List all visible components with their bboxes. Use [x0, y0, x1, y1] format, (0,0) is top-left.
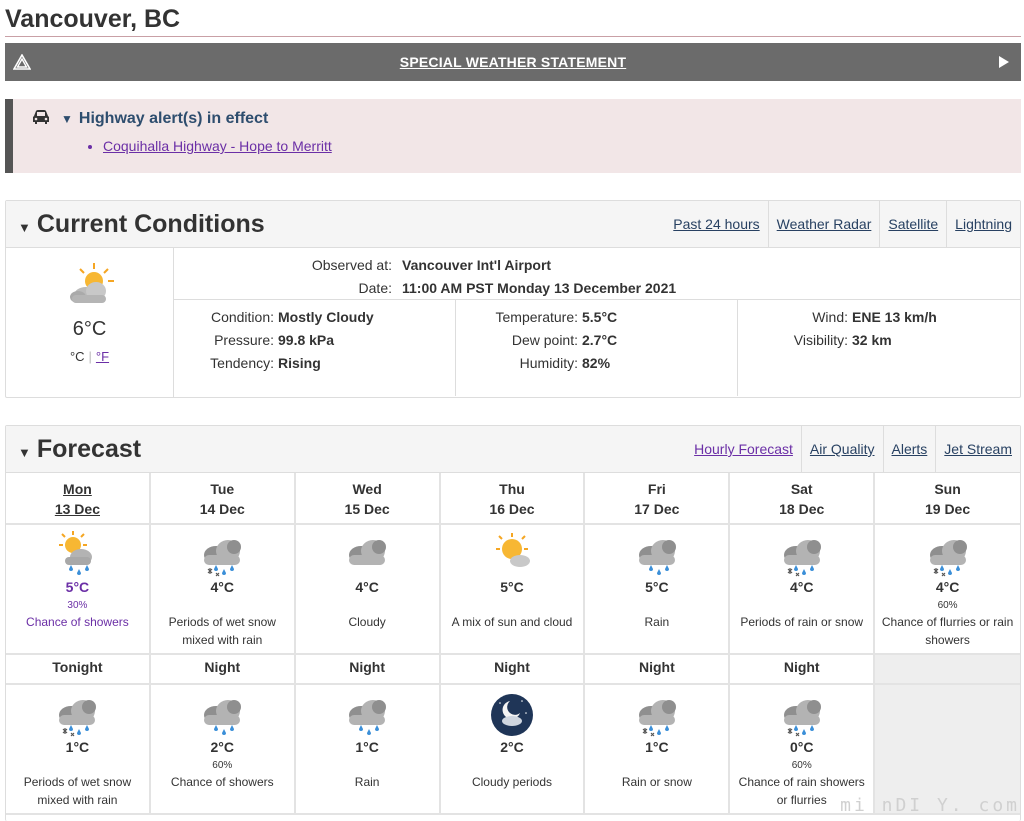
title-divider	[5, 36, 1021, 37]
fahrenheit-link[interactable]: °F	[95, 349, 110, 364]
precip-probability	[585, 759, 728, 773]
night-header: Night	[730, 655, 875, 685]
day-header	[875, 473, 1020, 525]
condition-value: Mostly Cloudy	[278, 309, 374, 325]
hourly-forecast-link[interactable]: Hourly Forecast	[694, 441, 793, 457]
night-temperature: 1°C	[65, 739, 90, 755]
watermark: mi nDI Y. com	[840, 795, 1020, 816]
night-summary: Chance of showers	[170, 775, 274, 789]
day-forecast	[151, 525, 296, 655]
highway-alert-box	[5, 99, 1021, 173]
highway-alert-title[interactable]: Highway alert(s) in effect	[78, 110, 269, 127]
precip-probability	[441, 599, 584, 613]
snow-rain-icon	[6, 689, 149, 739]
dewpoint-value: 2.7°C	[582, 332, 618, 348]
current-conditions-links	[665, 201, 1020, 247]
wind-value: ENE 13 km/h	[852, 309, 937, 325]
night-forecast	[6, 685, 151, 815]
day-header	[585, 473, 730, 525]
night-temperature: 1°C	[355, 739, 379, 755]
day-temperature: 4°C	[355, 579, 379, 595]
day-header[interactable]	[6, 473, 151, 525]
day-summary: Periods of wet snow mixed with rain	[168, 615, 276, 647]
day-date: 14 Dec	[199, 501, 245, 517]
night-forecast	[296, 685, 441, 815]
night-summary: Rain	[354, 775, 380, 789]
pressure-label: Pressure:	[214, 332, 274, 348]
night-temperature: 1°C	[645, 739, 669, 755]
precip-probability	[585, 599, 728, 613]
day-name: Mon	[63, 481, 92, 497]
current-temperature: 6°C	[72, 318, 107, 340]
empty-cell	[875, 655, 1020, 685]
snow-rain-icon	[875, 529, 1020, 579]
moon-cloud-icon	[441, 689, 584, 739]
night-temperature: 2°C	[500, 739, 524, 755]
temperature-label: Temperature:	[495, 309, 578, 325]
cloud-icon	[296, 529, 439, 579]
details-col-3	[738, 300, 1020, 396]
precip-probability	[296, 599, 439, 613]
night-forecast	[585, 685, 730, 815]
night-header: Night	[441, 655, 586, 685]
day-name: Sat	[790, 481, 813, 497]
rain-icon	[585, 529, 728, 579]
special-weather-statement-link[interactable]: SPECIAL WEATHER STATEMENT	[399, 54, 627, 70]
lightning-link[interactable]: Lightning	[946, 201, 1020, 247]
observation-details	[174, 300, 1020, 396]
pressure-value: 99.8 kPa	[278, 332, 335, 348]
day-summary: Cloudy	[348, 615, 386, 629]
day-header	[730, 473, 875, 525]
night-forecast	[441, 685, 586, 815]
precip-probability	[441, 759, 584, 773]
sun-cloud-rain-icon	[6, 529, 149, 579]
day-temperature: 5°C	[500, 579, 524, 595]
caret-down-icon: ▼	[18, 219, 31, 235]
day-summary: Chance of showers	[26, 615, 129, 629]
day-date: 13 Dec	[54, 501, 100, 517]
day-date: 17 Dec	[634, 501, 680, 517]
precip-probability	[6, 759, 149, 773]
sun-cloud-icon	[6, 260, 173, 310]
caret-down-icon: ▼	[18, 444, 31, 460]
precip-probability: 60%	[212, 760, 233, 771]
special-weather-statement-banner[interactable]	[5, 43, 1021, 81]
day-temperature: 4°C	[789, 579, 814, 595]
car-icon	[31, 109, 51, 130]
rain-icon	[296, 689, 439, 739]
day-name: Wed	[352, 481, 382, 497]
day-name: Fri	[647, 481, 666, 497]
forecast-title[interactable]: ▼ Forecast	[18, 434, 142, 463]
day-summary: A mix of sun and cloud	[451, 615, 573, 629]
observed-label: Observed at:	[311, 257, 392, 273]
precip-probability	[151, 599, 294, 613]
sun-cloud-icon	[441, 529, 584, 579]
precip-probability: 60%	[791, 760, 812, 771]
day-summary: Rain	[644, 615, 670, 629]
details-col-2	[456, 300, 738, 396]
current-summary	[6, 248, 174, 397]
forecast-links	[686, 426, 1020, 472]
day-forecast	[6, 525, 151, 655]
day-temperature: 4°C	[935, 579, 960, 595]
forecast-grid	[6, 473, 1020, 815]
dewpoint-label: Dew point:	[511, 332, 578, 348]
precip-probability	[730, 599, 873, 613]
celsius-unit: °C	[69, 349, 85, 364]
details-col-1	[174, 300, 456, 396]
tendency-value: Rising	[278, 355, 321, 371]
precip-probability: 60%	[937, 600, 958, 611]
day-date: 18 Dec	[779, 501, 825, 517]
day-name: Sun	[934, 481, 961, 497]
day-name: Tue	[210, 481, 235, 497]
observed-value: Vancouver Int'l Airport	[402, 257, 552, 273]
forecast-panel	[5, 425, 1021, 821]
day-forecast	[441, 525, 586, 655]
night-header: Night	[151, 655, 296, 685]
collapse-triangle-icon[interactable]: ▼	[61, 112, 73, 126]
unit-separator: |	[88, 349, 92, 364]
forecast-header	[6, 426, 1020, 473]
night-header: Night	[585, 655, 730, 685]
highway-alert-link[interactable]: Coquihalla Highway - Hope to Merritt	[103, 138, 332, 154]
expand-arrow-icon[interactable]	[987, 55, 1021, 69]
tendency-label: Tendency:	[210, 355, 274, 371]
satellite-link[interactable]: Satellite	[879, 201, 946, 247]
humidity-value: 82%	[582, 355, 611, 371]
current-conditions-header	[6, 201, 1020, 248]
rain-icon	[151, 689, 294, 739]
humidity-label: Humidity:	[519, 355, 578, 371]
current-conditions-panel	[5, 200, 1021, 398]
night-summary: Periods of wet snow mixed with rain	[23, 775, 132, 807]
precip-probability	[296, 759, 439, 773]
warning-icon	[5, 54, 39, 70]
temperature-value: 5.5°C	[582, 309, 618, 325]
night-summary: Rain or snow	[621, 775, 692, 789]
day-forecast	[585, 525, 730, 655]
night-summary: Chance of rain showers or flurries	[738, 775, 865, 807]
night-summary: Cloudy periods	[471, 775, 553, 789]
day-header	[151, 473, 296, 525]
snow-rain-icon	[151, 529, 294, 579]
weather-radar-link[interactable]: Weather Radar	[768, 201, 880, 247]
day-forecast	[875, 525, 1020, 655]
date-value: 11:00 AM PST Monday 13 December 2021	[402, 280, 677, 296]
day-header	[441, 473, 586, 525]
date-label: Date:	[358, 280, 392, 296]
day-summary: Chance of flurries or rain showers	[881, 615, 1014, 647]
current-conditions-title[interactable]: ▼ Current Conditions	[18, 209, 265, 238]
snow-rain-icon	[585, 689, 728, 739]
air-quality-link[interactable]: Air Quality	[801, 426, 883, 472]
day-forecast	[296, 525, 441, 655]
visibility-value: 32 km	[852, 332, 892, 348]
night-header: Tonight	[6, 655, 151, 685]
unit-toggle	[6, 349, 173, 364]
night-temperature: 2°C	[210, 739, 235, 755]
day-temperature: 5°C	[645, 579, 669, 595]
alerts-link[interactable]: Alerts	[883, 426, 936, 472]
night-forecast	[151, 685, 296, 815]
day-date: 16 Dec	[489, 501, 535, 517]
day-date: 15 Dec	[344, 501, 390, 517]
past-24-hours-link[interactable]: Past 24 hours	[673, 216, 760, 232]
day-forecast	[730, 525, 875, 655]
day-header	[296, 473, 441, 525]
jet-stream-link[interactable]: Jet Stream	[935, 426, 1020, 472]
night-header: Night	[296, 655, 441, 685]
day-temperature: 4°C	[210, 579, 235, 595]
wind-label: Wind:	[812, 309, 848, 325]
snow-rain-icon	[730, 529, 873, 579]
page	[5, 0, 1021, 821]
day-temperature: 5°C	[65, 579, 90, 595]
page-title: Vancouver, BC	[5, 5, 181, 33]
condition-label: Condition:	[210, 309, 274, 325]
day-date: 19 Dec	[924, 501, 971, 517]
snow-rain-icon	[730, 689, 873, 739]
night-temperature: 0°C	[789, 739, 814, 755]
day-name: Thu	[499, 481, 525, 497]
visibility-label: Visibility:	[793, 332, 848, 348]
precip-probability: 30%	[67, 600, 88, 611]
day-summary: Periods of rain or snow	[740, 615, 864, 629]
observation-info	[174, 248, 1020, 300]
